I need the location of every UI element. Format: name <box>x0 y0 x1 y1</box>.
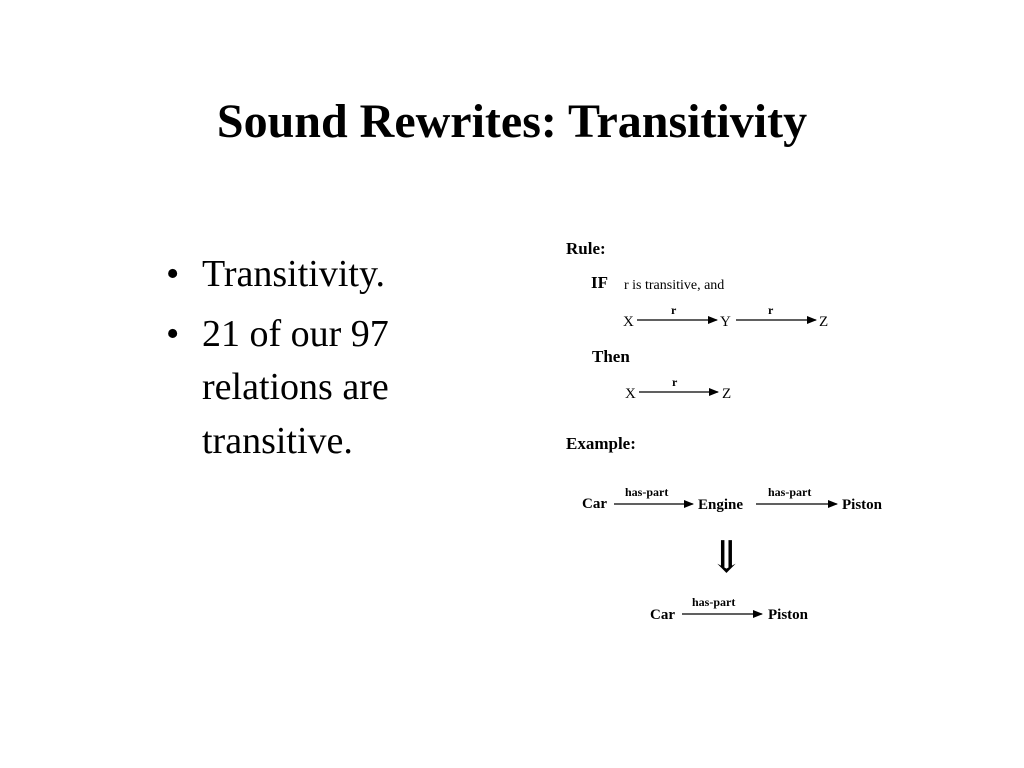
example-conclusion-edge-label: has-part <box>692 595 736 609</box>
conclusion-edge-label: r <box>672 375 678 389</box>
rule-node-y: Y <box>720 314 731 330</box>
bullet-marker: • <box>166 313 180 356</box>
implies-arrow-icon: ⇓ <box>708 533 745 582</box>
bullet-text: Transitivity. <box>202 253 386 295</box>
rule-node-z: Z <box>819 314 829 330</box>
if-label: IF <box>591 273 608 292</box>
rule-node-x: X <box>623 314 634 330</box>
example-edge-label: has-part <box>768 485 812 499</box>
example-node-car: Car <box>582 496 607 512</box>
bullet-list <box>166 248 456 475</box>
example-node-engine: Engine <box>698 497 744 513</box>
bullet-marker: • <box>166 253 180 295</box>
rule-heading: Rule: <box>566 239 606 258</box>
rule-edge-label: r <box>768 303 774 317</box>
example-conclusion-node-piston: Piston <box>768 607 809 623</box>
bullet-text: 21 of our 97 relations are transitive. <box>202 313 389 462</box>
example-edge-label: has-part <box>625 485 669 499</box>
conclusion-node-x: X <box>625 386 636 402</box>
example-node-piston: Piston <box>842 497 883 513</box>
bullet-item <box>166 248 456 301</box>
slide-title: Sound Rewrites: Transitivity <box>216 95 808 148</box>
transitivity-diagram <box>550 230 910 630</box>
example-conclusion-node-car: Car <box>650 607 675 623</box>
condition-text: r is transitive, and <box>624 278 725 293</box>
conclusion-node-z: Z <box>722 386 732 402</box>
bullet-item <box>166 308 456 468</box>
example-heading: Example: <box>566 434 636 453</box>
then-label: Then <box>592 347 630 366</box>
rule-edge-label: r <box>671 303 677 317</box>
